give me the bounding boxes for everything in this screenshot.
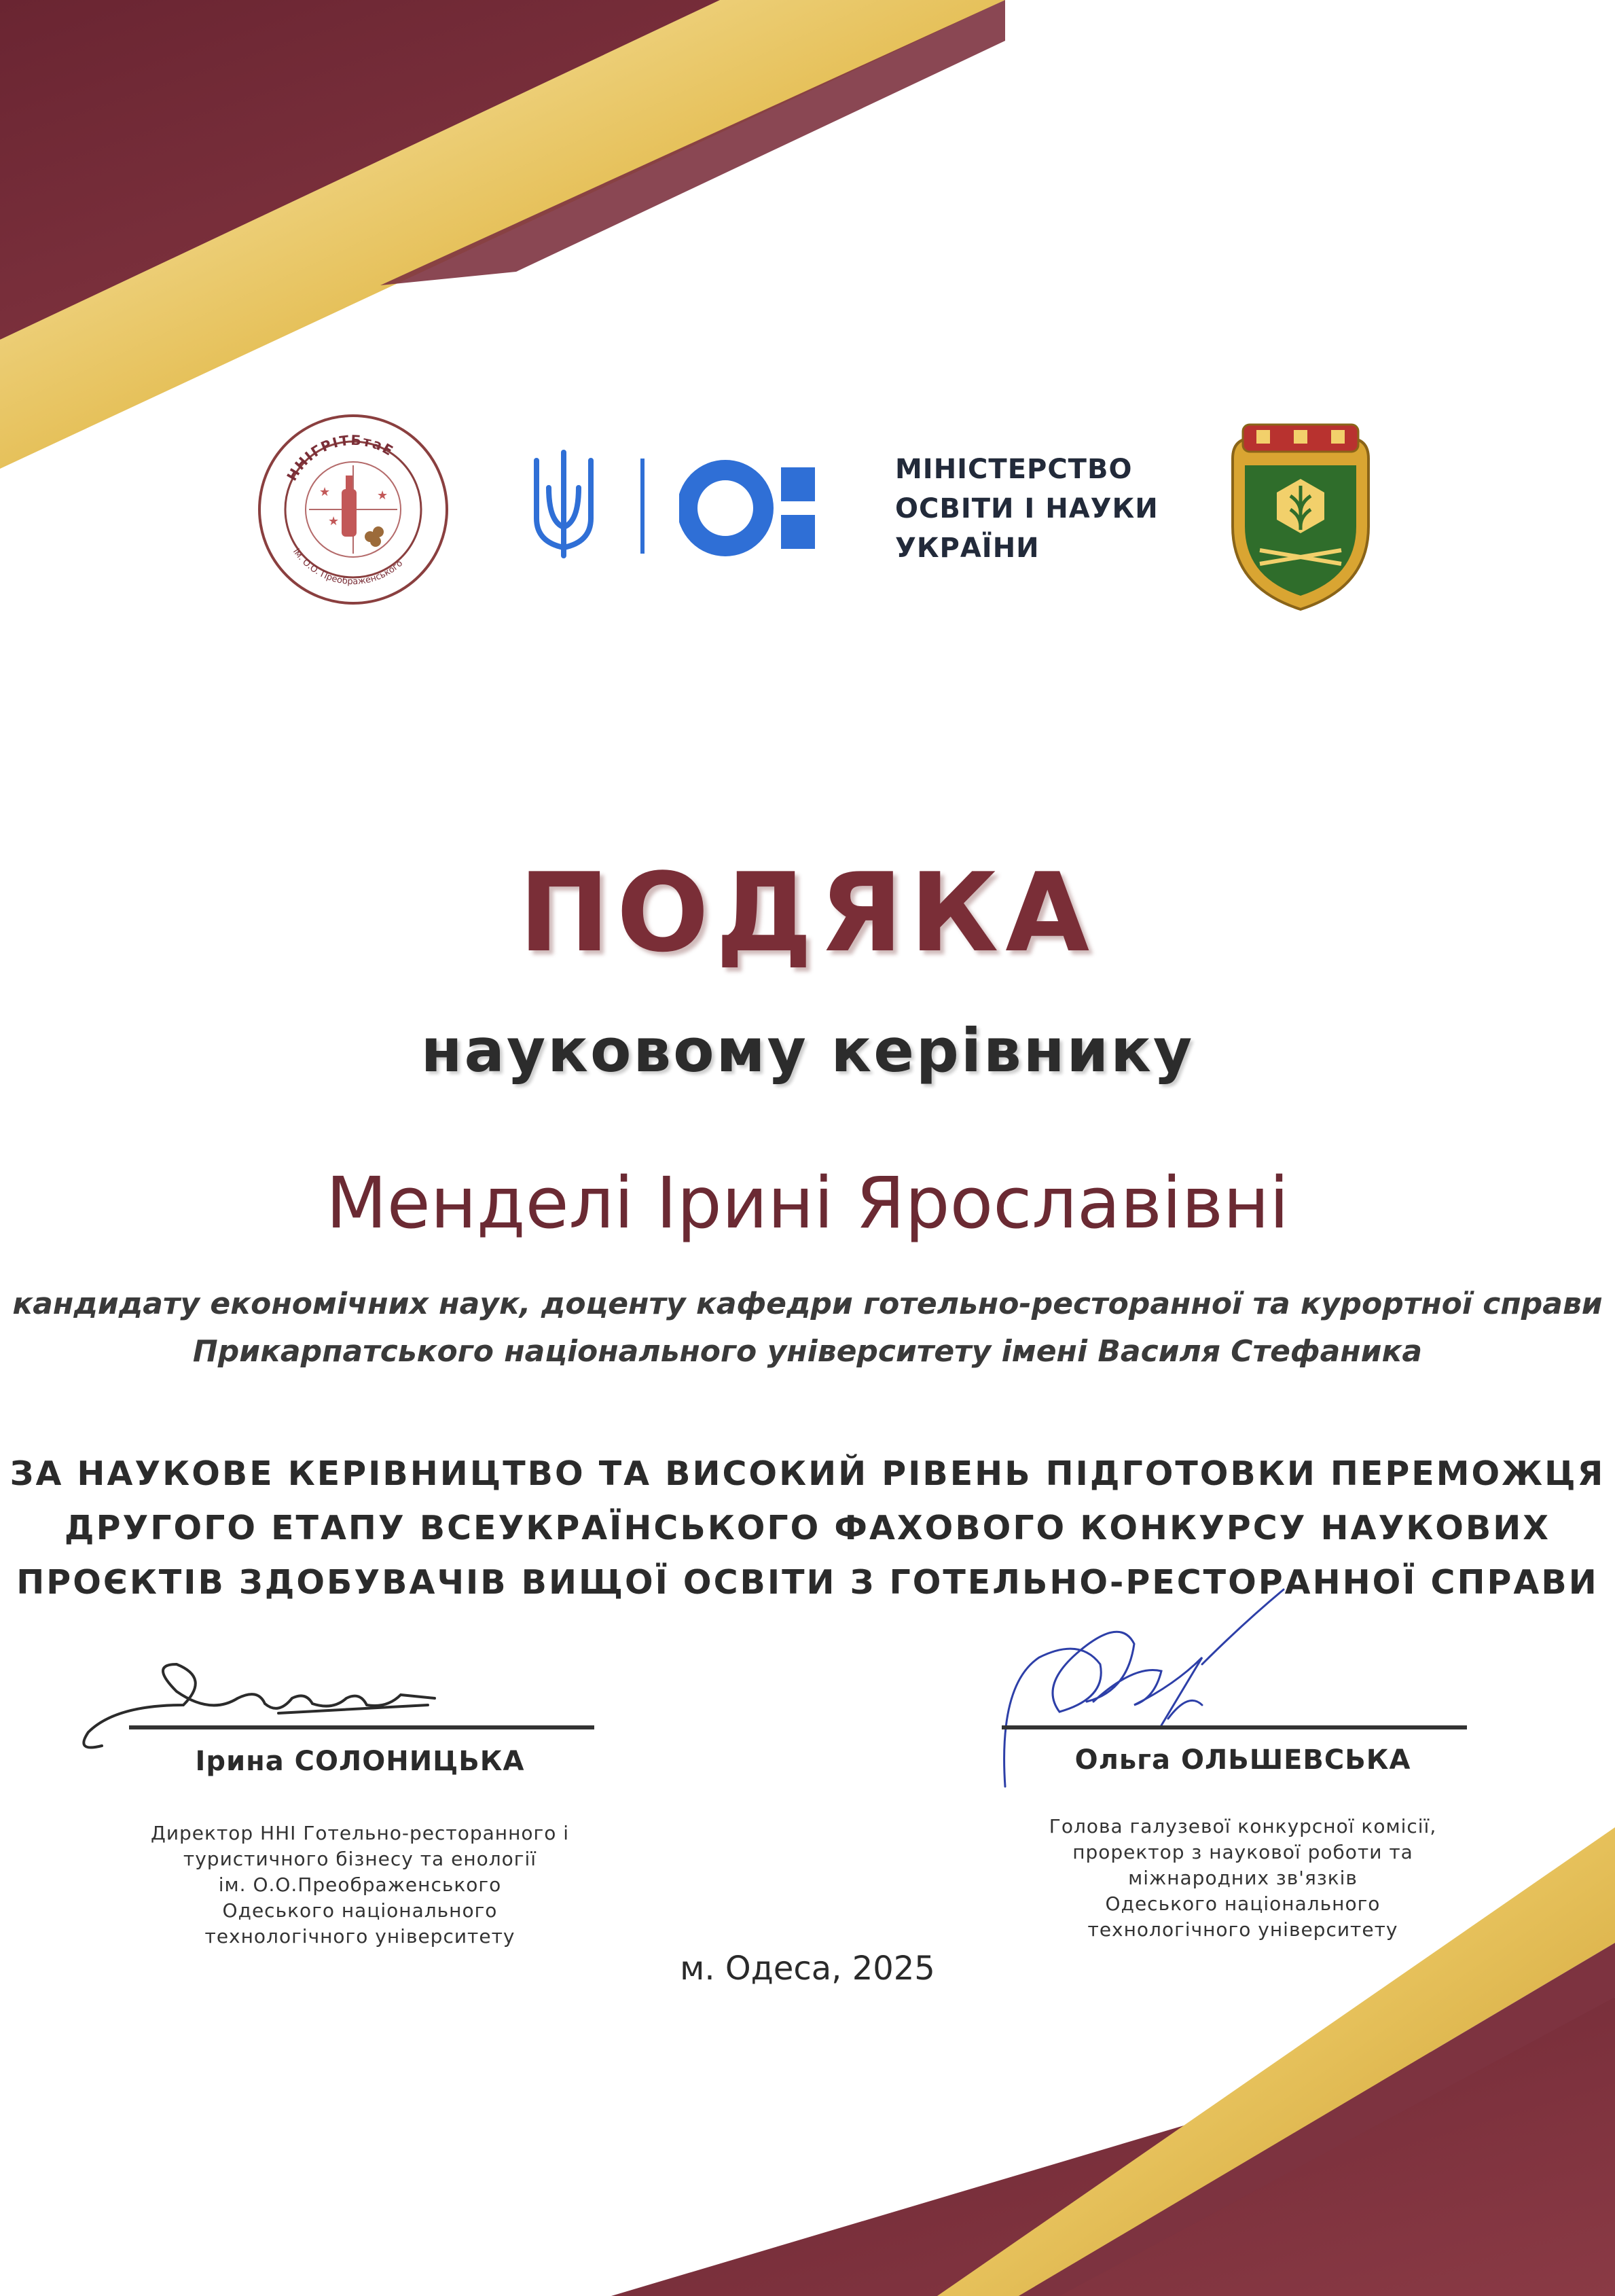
ministry-line1: МІНІСТЕРСТВО [895,454,1133,485]
signer-left-role [122,1820,598,1950]
recipient-name: Менделі Ірині Ярославівні [326,1162,1289,1244]
role-left-line: Директор ННІ Готельно-ресторанного і [150,1822,570,1844]
signer-right-role [1005,1814,1481,1943]
position-line2: Прикарпатського національного університету імені Василя Стефаника [192,1334,1423,1369]
role-left-line: технологічного університету [204,1925,515,1948]
place-and-year: м. Одеса, 2025 [680,1950,935,1988]
position-line1: кандидату економічних наук, доценту кафедри готельно-ресторанної та курортної справи [12,1287,1603,1321]
reason-line1: ЗА НАУКОВЕ КЕРІВНИЦТВО ТА ВИСОКИЙ РІВЕНЬ ПІДГОТОВКИ ПЕРЕМОЖЦЯ [10,1454,1605,1493]
seal-bottom-text: ім. О.О. Преображенського [290,547,405,588]
signature-line-right [1002,1725,1467,1729]
role-right-line: міжнародних зв'язків [1128,1867,1358,1889]
role-right-line: проректор з наукової роботи та [1072,1841,1413,1863]
signature-left-block [122,1624,598,1963]
role-right-line: Одеського національного [1105,1893,1381,1915]
award-reason [0,1447,1615,1610]
svg-text:★: ★ [319,485,331,499]
signature-right-block [1005,1590,1481,1970]
svg-text:★: ★ [377,488,388,503]
reason-line3: ПРОЄКТІВ ЗДОБУВАЧІВ ВИЩОЇ ОСВІТИ З ГОТЕЛЬНО-РЕСТОРАННОЇ СПРАВИ [16,1563,1599,1602]
svg-text:★: ★ [328,514,340,528]
role-left-line: туристичного бізнесу та енології [183,1848,537,1870]
signer-left-name: Ірина СОЛОНИЦЬКА [195,1746,525,1777]
certificate-subtitle: науковому керівнику [420,1016,1195,1086]
seal-top-text: ННІГРІТБтаЕ [283,431,397,484]
ministry-line3: УКРАЇНИ [895,533,1040,564]
ministry-logo-icon [679,455,825,560]
separator-line [640,459,645,554]
role-left-line: Одеського національного [222,1899,498,1922]
trident-icon [528,447,600,559]
recipient-position [0,1280,1615,1376]
ministry-name [895,450,1180,568]
signer-right-name: Ольга ОЛЬШЕВСЬКА [1074,1744,1411,1776]
reason-line2: ДРУГОГО ЕТАПУ ВСЕУКРАЇНСЬКОГО ФАХОВОГО КОНКУРСУ НАУКОВИХ [64,1509,1551,1547]
certificate-title: ПОДЯКА [518,849,1097,976]
svg-text:ННІГРІТБтаЕ [283,432,397,484]
institute-seal-logo [255,411,452,608]
logos-row [0,401,1615,625]
role-right-line: технологічного університету [1087,1918,1398,1941]
svg-text:ім. О.О. Преображенського [291,547,405,587]
ministry-line2: ОСВІТИ І НАУКИ [895,493,1159,524]
signature-line-left [129,1725,594,1729]
coat-of-arms-shield-icon [1219,418,1382,615]
role-left-line: ім. О.О.Преображенського [218,1873,502,1896]
role-right-line: Голова галузевої конкурсної комісії, [1049,1815,1437,1837]
